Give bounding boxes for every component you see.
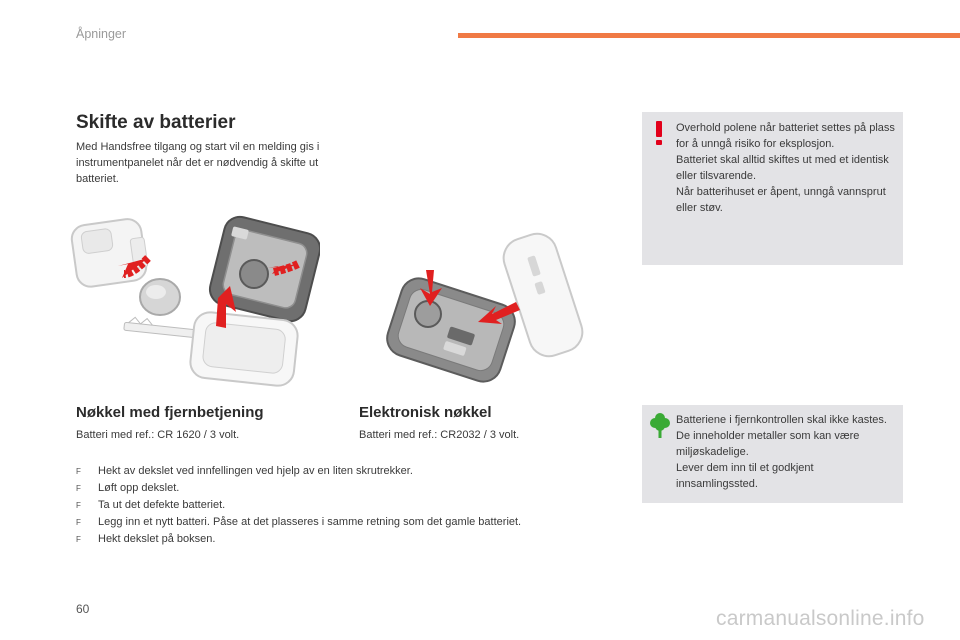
step-bullet: F: [76, 501, 81, 510]
list-item: [76, 480, 521, 497]
electronic-key-illustration: [386, 230, 586, 386]
section-title: Skifte av batterier: [76, 112, 236, 133]
exclamation-icon: [654, 121, 664, 145]
watermark: carmanualsonline.info: [716, 607, 925, 630]
step-bullet: F: [76, 484, 81, 493]
warning-box: [642, 112, 903, 265]
list-item: [76, 497, 521, 514]
section-intro: Med Handsfree tilgang og start vil en melding gis i instrumentpanelet når det er nødvendig å skifte ut batteriet.: [76, 141, 320, 185]
chapter-accent-bar: [458, 33, 960, 38]
step-bullet: F: [76, 535, 81, 544]
environment-box: [642, 405, 903, 503]
step-bullet: F: [76, 518, 81, 527]
warning-text: [676, 120, 896, 216]
page-number: 60: [76, 602, 90, 616]
remote-key-blade: [124, 311, 299, 388]
remote-key-fob-back: [70, 217, 148, 288]
warning-line: Når batterihuset er åpent, unngå vannsprut eller støv.: [676, 186, 886, 214]
leaf-icon: [650, 412, 670, 438]
chapter-title: Åpninger: [76, 27, 127, 41]
list-item: [76, 463, 521, 480]
list-item: [76, 531, 521, 548]
warning-line: Overhold polene når batteriet settes på plass for å unngå risiko for eksplosjon.: [676, 122, 895, 150]
electronic-key-battery-ref: Batteri med ref.: CR2032 / 3 volt.: [359, 429, 520, 441]
step-bullet: F: [76, 467, 81, 476]
electronic-key-cover: [498, 230, 586, 361]
step-text: Hekt av dekslet ved innfellingen ved hjelp av en liten skrutrekker.: [98, 465, 413, 477]
step-text: Løft opp dekslet.: [98, 482, 180, 494]
environment-line: Batteriene i fjernkontrollen skal ikke kastes. De inneholder metaller som kan være miljøskadelige.: [676, 414, 887, 458]
electronic-key-body: [386, 274, 519, 386]
remote-key-illustration: [68, 208, 320, 388]
step-list: [76, 463, 521, 548]
step-text: Hekt dekslet på boksen.: [98, 533, 216, 545]
list-item: [76, 514, 521, 531]
electronic-key-title: Elektronisk nøkkel: [359, 404, 492, 421]
step-text: Ta ut det defekte batteriet.: [98, 499, 226, 511]
environment-text: [676, 412, 896, 492]
warning-line: Batteriet skal alltid skiftes ut med et identisk eller tilsvarende.: [676, 154, 889, 182]
environment-line: Lever dem inn til et godkjent innsamlingssted.: [676, 462, 814, 490]
remote-key-title: Nøkkel med fjernbetjening: [76, 404, 264, 421]
step-text: Legg inn et nytt batteri. Påse at det plasseres i samme retning som det gamle batteriet.: [98, 516, 522, 528]
remote-key-battery-ref: Batteri med ref.: CR 1620 / 3 volt.: [76, 429, 240, 441]
